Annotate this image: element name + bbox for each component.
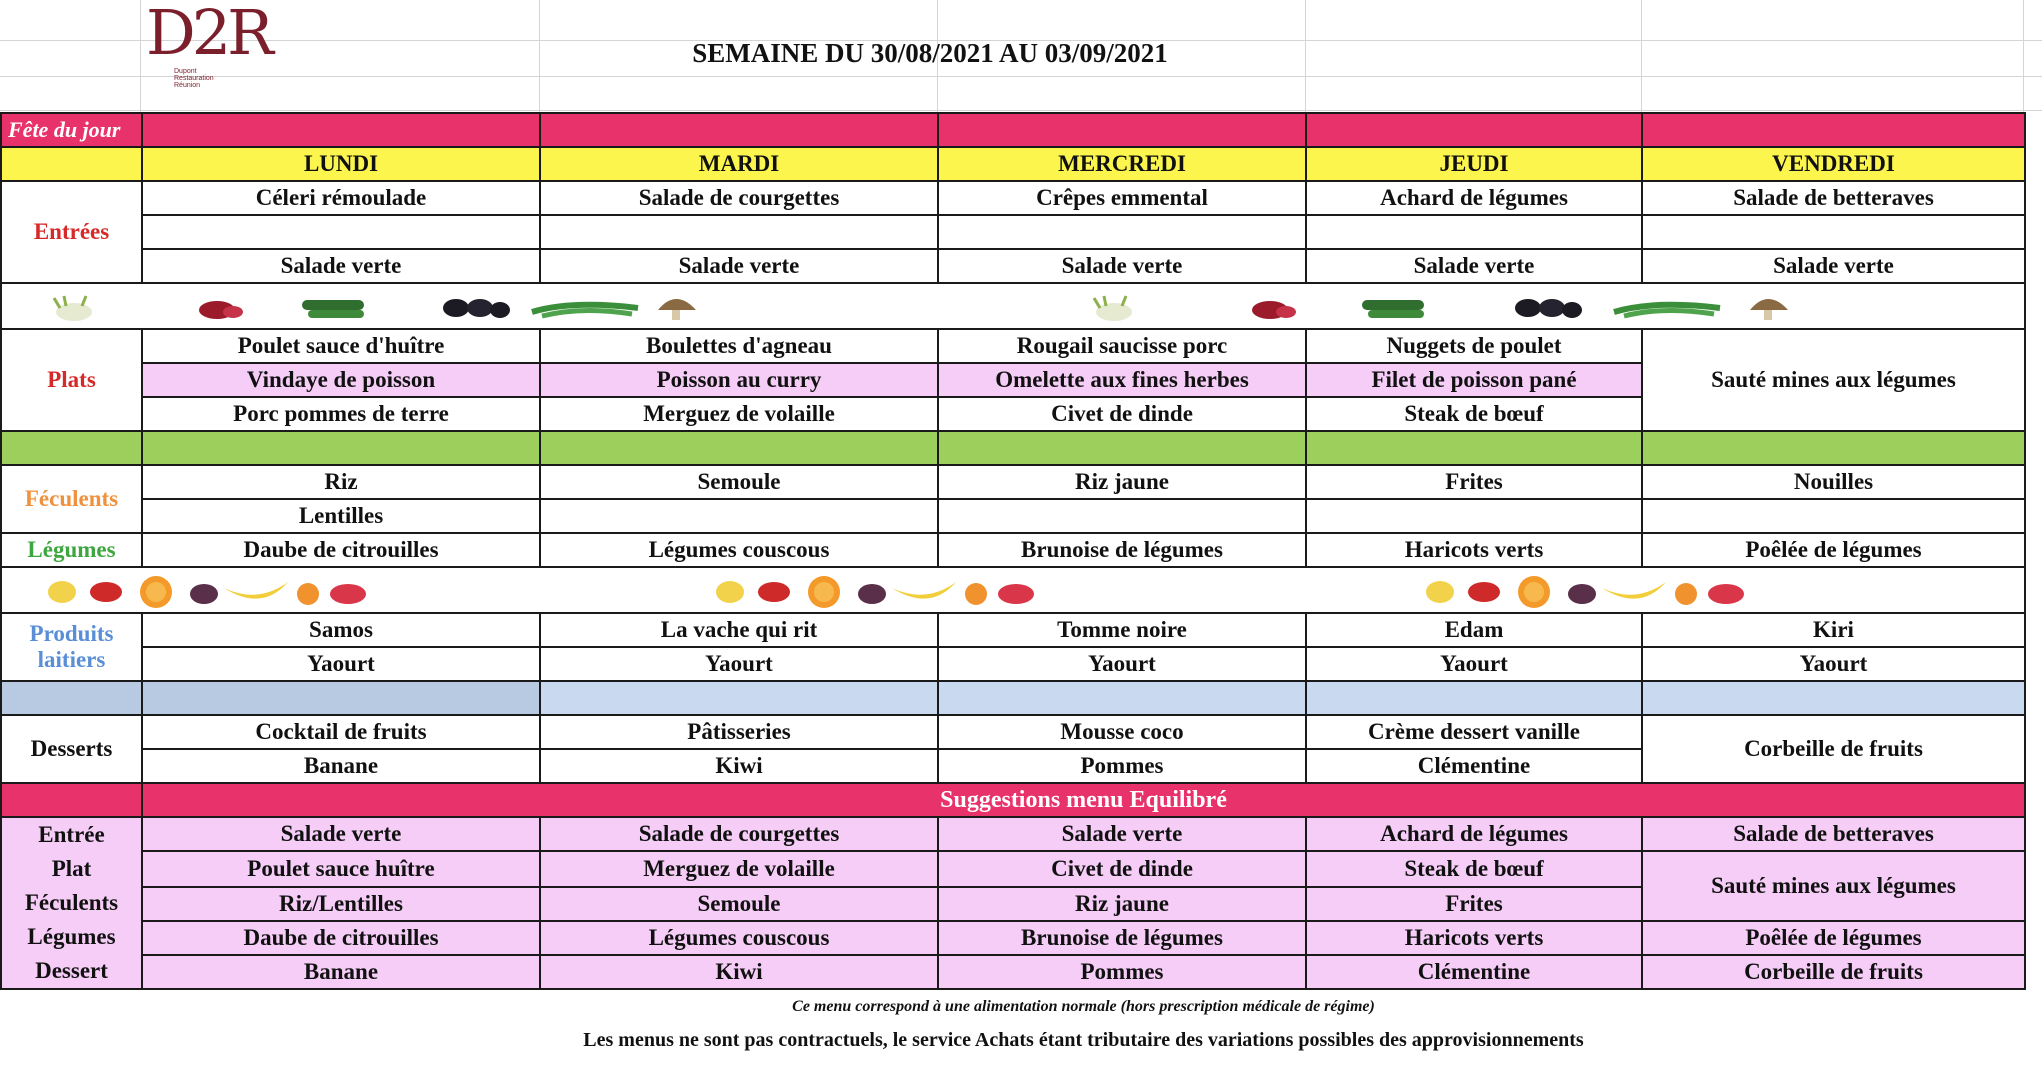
- menu-cell: Nuggets de poulet: [1306, 329, 1642, 363]
- separator-cell: [1, 431, 142, 465]
- separator-cell: [1, 681, 142, 715]
- suggestion-cell: Steak de bœuf: [1306, 851, 1642, 887]
- lemon-icon: [1426, 581, 1454, 603]
- fete-row: [1, 113, 2025, 147]
- menu-table: [0, 112, 2026, 1057]
- company-logo: [68, 0, 270, 89]
- suggestion-cell: Daube de citrouilles: [142, 921, 540, 955]
- banana-icon: [892, 582, 956, 599]
- suggestion-cell: Poulet sauce huître: [142, 851, 540, 887]
- suggestion-cell: Sauté mines aux légumes: [1642, 851, 2025, 921]
- note-spacer: [1, 989, 142, 1023]
- menu-cell: Merguez de volaille: [540, 397, 938, 431]
- menu-cell: Banane: [142, 749, 540, 783]
- suggestion-label-entree: Entrée: [38, 822, 105, 847]
- menu-cell: Steak de bœuf: [1306, 397, 1642, 431]
- day-header: MARDI: [540, 147, 938, 181]
- fruit-images: [2, 568, 2022, 612]
- raspberry-icon: [1708, 584, 1744, 604]
- menu-cell: Rougail saucisse porc: [938, 329, 1306, 363]
- menu-cell: Civet de dinde: [938, 397, 1306, 431]
- raspberry-icon: [998, 584, 1034, 604]
- menu-cell: Filet de poisson pané: [1306, 363, 1642, 397]
- menu-cell: Boulettes d'agneau: [540, 329, 938, 363]
- table-row: [1, 215, 2025, 249]
- suggestion-cell: Clémentine: [1306, 955, 1642, 989]
- fig-icon: [1568, 584, 1596, 604]
- cucumber-icon: [302, 300, 364, 318]
- menu-cell: Salade de betteraves: [1642, 181, 2025, 215]
- menu-cell: Salade verte: [938, 249, 1306, 283]
- table-row: [1, 249, 2025, 283]
- menu-cell: Poisson au curry: [540, 363, 938, 397]
- menu-cell: Nouilles: [1642, 465, 2025, 499]
- produits-label-line1: Produits: [29, 621, 114, 646]
- separator-cell: [540, 431, 938, 465]
- fennel-icon: [54, 296, 92, 321]
- strawberry-icon: [1468, 582, 1500, 602]
- menu-cell: [540, 215, 938, 249]
- suggestions-corner: [1, 783, 142, 817]
- eggplant-icon: [443, 299, 510, 318]
- menu-cell: Salade de courgettes: [540, 181, 938, 215]
- fruit-decoration-row: [1, 567, 2025, 613]
- separator-cell: [938, 681, 1306, 715]
- menu-cell: Porc pommes de terre: [142, 397, 540, 431]
- menu-cell: [1642, 215, 2025, 249]
- banana-icon: [1602, 582, 1666, 599]
- note-spacer: [1, 1023, 142, 1057]
- apricot-icon: [297, 583, 319, 605]
- menu-cell: [938, 499, 1306, 533]
- separator-cell: [938, 431, 1306, 465]
- menu-cell: Salade verte: [142, 249, 540, 283]
- suggestion-cell: Salade verte: [938, 817, 1306, 851]
- menu-cell: Omelette aux fines herbes: [938, 363, 1306, 397]
- page-title: SEMAINE DU 30/08/2021 AU 03/09/2021: [692, 38, 1168, 68]
- day-header: VENDREDI: [1642, 147, 2025, 181]
- veg-group-right: [1094, 296, 1788, 321]
- table-row: [1, 955, 2025, 989]
- menu-cell: Céleri rémoulade: [142, 181, 540, 215]
- menu-cell: Kiri: [1642, 613, 2025, 647]
- menu-cell: Pommes: [938, 749, 1306, 783]
- suggestion-cell: Riz/Lentilles: [142, 887, 540, 921]
- menu-cell: Poêlée de légumes: [1642, 533, 2025, 567]
- fete-cell: [1306, 113, 1642, 147]
- menu-cell: Yaourt: [1306, 647, 1642, 681]
- menu-cell: Daube de citrouilles: [142, 533, 540, 567]
- regime-note: Ce menu correspond à une alimentation normale (hors prescription médicale de régime): [792, 997, 1375, 1015]
- menu-cell: La vache qui rit: [540, 613, 938, 647]
- contractual-note: Les menus ne sont pas contractuels, le service Achats étant tributaire des variations possibles des approvisionnements: [583, 1028, 1584, 1051]
- menu-cell: Achard de légumes: [1306, 181, 1642, 215]
- separator-cell: [1306, 431, 1642, 465]
- pomegranate-icon: [199, 301, 243, 319]
- menu-cell: Semoule: [540, 465, 938, 499]
- table-row: [1, 715, 2025, 749]
- menu-cell: Crêpes emmental: [938, 181, 1306, 215]
- fruit-set-1: [48, 576, 366, 608]
- menu-cell: Yaourt: [1642, 647, 2025, 681]
- vegetable-decoration-row: [1, 283, 2025, 329]
- menu-cell: Haricots verts: [1306, 533, 1642, 567]
- menu-cell: [1306, 215, 1642, 249]
- suggestions-header: Suggestions menu Equilibré: [142, 783, 2025, 817]
- menu-cell: [938, 215, 1306, 249]
- separator-cell: [142, 681, 540, 715]
- lemon-icon: [716, 581, 744, 603]
- menu-cell: Riz jaune: [938, 465, 1306, 499]
- note-row: [1, 989, 2025, 1023]
- strawberry-icon: [90, 582, 122, 602]
- days-row: [1, 147, 2025, 181]
- menu-cell: Cocktail de fruits: [142, 715, 540, 749]
- fete-cell: [142, 113, 540, 147]
- menu-cell: Sauté mines aux légumes: [1642, 329, 2025, 431]
- fennel-icon: [1094, 296, 1132, 321]
- suggestion-label-dessert: Dessert: [35, 958, 108, 983]
- menu-cell: Kiwi: [540, 749, 938, 783]
- apricot-icon: [965, 583, 987, 605]
- suggestion-cell: Banane: [142, 955, 540, 989]
- vegetable-images: [2, 284, 2022, 328]
- fruit-decoration: [1, 567, 2025, 613]
- menu-cell: Yaourt: [938, 647, 1306, 681]
- fig-icon: [858, 584, 886, 604]
- table-row: [1, 647, 2025, 681]
- menu-cell: [1642, 499, 2025, 533]
- veg-group-left: [54, 296, 696, 321]
- green-beans-icon: [532, 305, 638, 316]
- table-row: [1, 613, 2025, 647]
- green-beans-icon: [1614, 305, 1720, 316]
- logo-text: D2R: [146, 0, 270, 69]
- menu-cell: Samos: [142, 613, 540, 647]
- produits-label-line2: laitiers: [37, 647, 106, 672]
- suggestion-cell: Poêlée de légumes: [1642, 921, 2025, 955]
- menu-cell: Riz: [142, 465, 540, 499]
- menu-cell: Frites: [1306, 465, 1642, 499]
- menu-cell: Crème dessert vanille: [1306, 715, 1642, 749]
- menu-cell: Vindaye de poisson: [142, 363, 540, 397]
- suggestion-cell: Légumes couscous: [540, 921, 938, 955]
- menu-cell: [540, 499, 938, 533]
- menu-cell: Salade verte: [1306, 249, 1642, 283]
- section-label-feculents: Féculents: [1, 465, 142, 533]
- day-header: JEUDI: [1306, 147, 1642, 181]
- menu-cell: Poulet sauce d'huître: [142, 329, 540, 363]
- suggestion-cell: Civet de dinde: [938, 851, 1306, 887]
- menu-cell: Yaourt: [142, 647, 540, 681]
- section-label-entrees: Entrées: [1, 181, 142, 283]
- suggestion-cell: Achard de légumes: [1306, 817, 1642, 851]
- suggestion-cell: Salade de betteraves: [1642, 817, 2025, 851]
- mushroom-icon: [1750, 299, 1788, 320]
- suggestion-cell: Frites: [1306, 887, 1642, 921]
- suggestion-cell: Brunoise de légumes: [938, 921, 1306, 955]
- separator-cell: [1642, 681, 2025, 715]
- suggestion-cell: Corbeille de fruits: [1642, 955, 2025, 989]
- suggestions-header-row: [1, 783, 2025, 817]
- table-row: [1, 181, 2025, 215]
- strawberry-icon: [758, 582, 790, 602]
- suggestion-label-plat: Plat: [51, 856, 92, 881]
- suggestion-cell: Salade de courgettes: [540, 817, 938, 851]
- day-header: LUNDI: [142, 147, 540, 181]
- menu-cell: Brunoise de légumes: [938, 533, 1306, 567]
- banana-icon: [224, 582, 288, 599]
- section-label-desserts: Desserts: [1, 715, 142, 783]
- vegetable-decoration: [1, 283, 2025, 329]
- fruit-set-2: [716, 576, 1034, 608]
- fete-cell: [540, 113, 938, 147]
- suggestion-cell: Pommes: [938, 955, 1306, 989]
- menu-cell: Lentilles: [142, 499, 540, 533]
- suggestion-cell: Merguez de volaille: [540, 851, 938, 887]
- suggestion-label-legumes: Légumes: [27, 924, 116, 949]
- suggestion-cell: Kiwi: [540, 955, 938, 989]
- menu-cell: Salade verte: [1642, 249, 2025, 283]
- day-header: MERCREDI: [938, 147, 1306, 181]
- section-label-produits-laitiers: [1, 613, 142, 681]
- menu-cell: Salade verte: [540, 249, 938, 283]
- fete-cell: [938, 113, 1306, 147]
- cucumber-icon: [1362, 300, 1424, 318]
- section-label-legumes: Légumes: [1, 533, 142, 567]
- section-label-plats: Plats: [1, 329, 142, 431]
- menu-cell: Corbeille de fruits: [1642, 715, 2025, 783]
- pomegranate-icon: [1252, 301, 1296, 319]
- table-row: [1, 533, 2025, 567]
- menu-cell: Pâtisseries: [540, 715, 938, 749]
- separator-cell: [1306, 681, 1642, 715]
- fruit-set-3: [1426, 576, 1744, 608]
- corner-cell: [1, 147, 142, 181]
- suggestion-cell: Salade verte: [142, 817, 540, 851]
- suggestion-cell: Haricots verts: [1306, 921, 1642, 955]
- separator-cell: [142, 431, 540, 465]
- table-row: [1, 817, 2025, 851]
- menu-cell: [1306, 499, 1642, 533]
- suggestions-labels: [1, 817, 142, 989]
- menu-cell: Mousse coco: [938, 715, 1306, 749]
- menu-cell: Légumes couscous: [540, 533, 938, 567]
- note-row: [1, 1023, 2025, 1057]
- menu-cell: Clémentine: [1306, 749, 1642, 783]
- table-row: [1, 465, 2025, 499]
- green-separator-row: [1, 431, 2025, 465]
- fete-label: Fête du jour: [1, 113, 142, 147]
- suggestion-label-feculents: Féculents: [24, 890, 119, 915]
- table-row: [1, 921, 2025, 955]
- table-row: [1, 851, 2025, 887]
- table-row: [1, 329, 2025, 363]
- eggplant-icon: [1515, 299, 1582, 318]
- suggestion-cell: Semoule: [540, 887, 938, 921]
- apricot-icon: [1675, 583, 1697, 605]
- menu-cell: Tomme noire: [938, 613, 1306, 647]
- separator-cell: [540, 681, 938, 715]
- menu-cell: [142, 215, 540, 249]
- menu-cell: Edam: [1306, 613, 1642, 647]
- mushroom-icon: [658, 299, 696, 320]
- lemon-icon: [48, 581, 76, 603]
- fete-cell: [1642, 113, 2025, 147]
- logo-subtitle: Dupont Restauration Réunion: [174, 68, 214, 89]
- separator-cell: [1642, 431, 2025, 465]
- table-row: [1, 499, 2025, 533]
- blue-separator-row: [1, 681, 2025, 715]
- suggestion-cell: Riz jaune: [938, 887, 1306, 921]
- raspberry-icon: [330, 584, 366, 604]
- menu-cell: Yaourt: [540, 647, 938, 681]
- fig-icon: [190, 584, 218, 604]
